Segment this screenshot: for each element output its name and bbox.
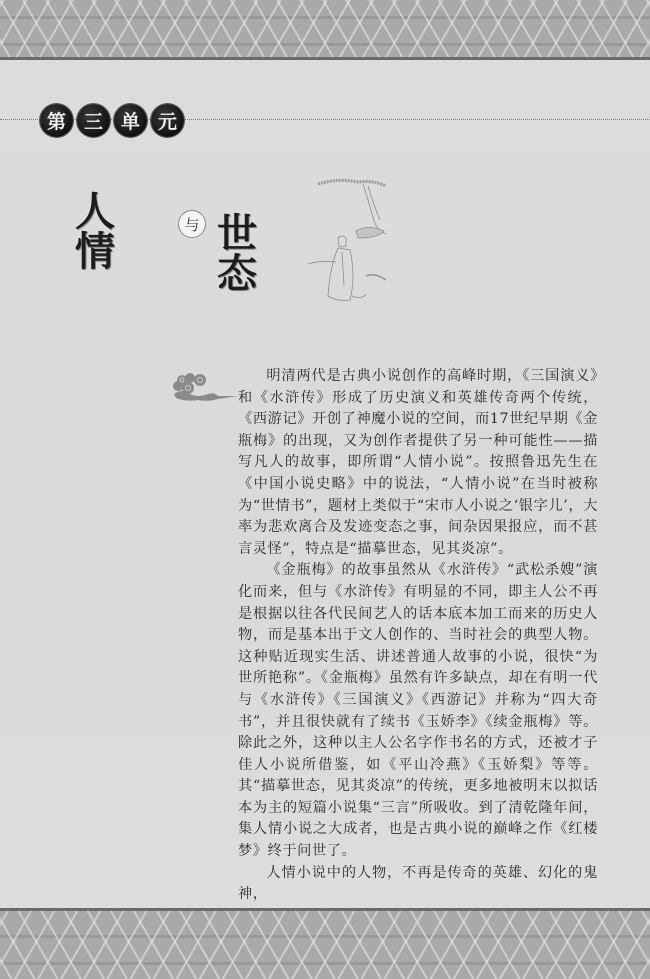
auspicious-cloud-icon (168, 372, 238, 404)
unit-badge: 三 (77, 104, 110, 137)
bottom-decorative-border (0, 908, 650, 979)
unit-badge: 元 (151, 104, 184, 137)
title-word-shitai: 世态 (217, 210, 259, 297)
paragraph: 《金瓶梅》的故事虽然从《水浒传》“武松杀嫂”演化而来，但与《水浒传》有明显的不同，即主人公不再是根据以往各代民间艺人的话本底本加工而来的历史人物，而是基本出于文人创作的、当时社会的典型人物。这种贴近现实生活、讲述普通人故事的小说，很快“为世所艳称”。《金瓶梅》虽然有许多缺点，却在有明一代与《水浒传》《三国演义》《西游记》并称为“四大奇书”，并且很快就有了续书《玉娇李》《续金瓶梅》等。除此之外，这种以主人公名字作书名的方式，还被才子佳人小说所借鉴，如《平山冷燕》《玉娇梨》等等。其“描摹世态，见其炎凉”的传统，更多地被明末以拟话本为主的短篇小说集“三言”所吸收。到了清乾隆年间，集人情小说之大成者，也是古典小说的巅峰之作《红楼梦》终于问世了。 (238, 562, 598, 860)
title-word-renqing: 人情 (75, 188, 117, 275)
unit-badge: 单 (114, 104, 147, 137)
unit-label (40, 104, 184, 137)
paragraph: 人情小说中的人物，不再是传奇的英雄、幻化的鬼神， (238, 864, 598, 903)
top-decorative-border (0, 0, 650, 60)
body-text (238, 366, 598, 906)
paragraph: 明清两代是古典小说创作的高峰时期，《三国演义》和《水浒传》形成了历史演义和英雄传奇两个传统，《西游记》开创了神魔小说的空间，而17世纪早期《金瓶梅》的出现，又为创作者提供了另一种可能性——描写凡人的故事，即所谓“人情小说”。按照鲁迅先生在《中国小说史略》中的说法，“人情小说”在当时被称为“世情书”，题材上类似于“宋市人小说之‘银字儿’，大率为悲欢离合及发迹变态之事，间杂因果报应，而不甚言灵怪”，特点是“描摹世态，见其炎凉”。 (238, 368, 598, 557)
title-connector: 与 (178, 210, 206, 238)
unit-badge: 第 (40, 104, 73, 137)
scholar-illustration-icon (308, 176, 388, 306)
